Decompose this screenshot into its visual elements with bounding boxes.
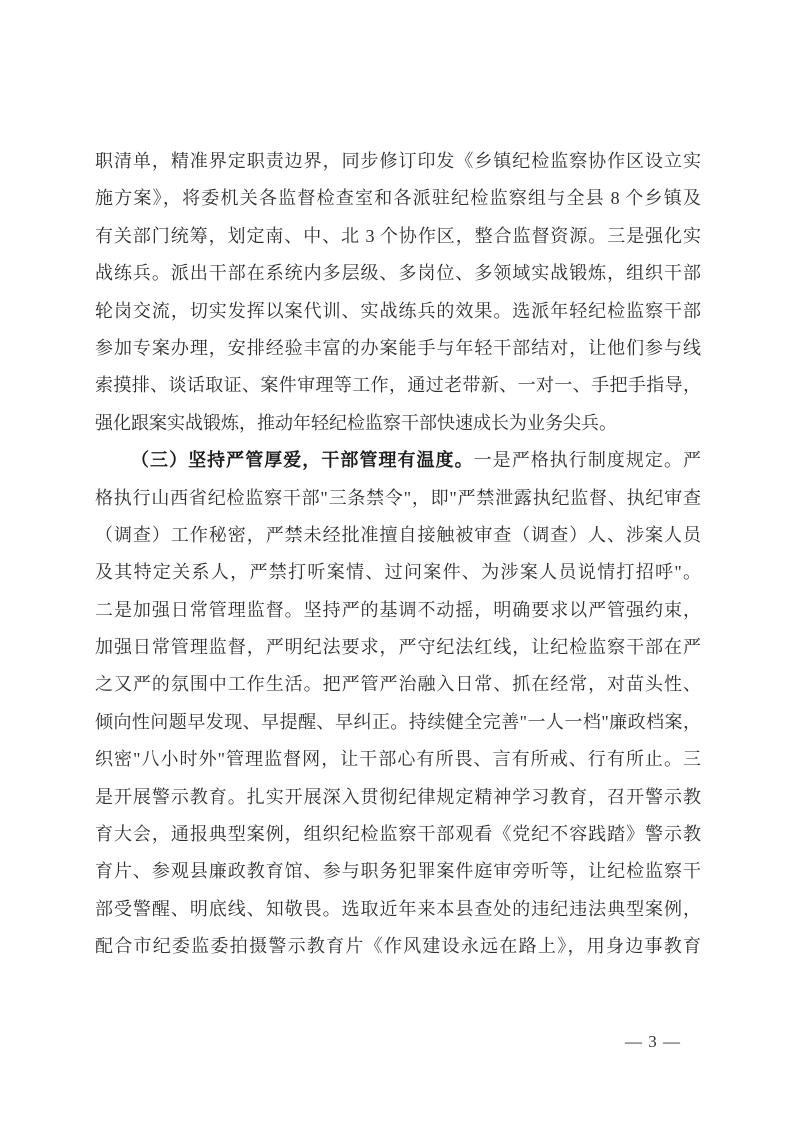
page-number: — 3 — <box>625 1032 681 1051</box>
text-line: （调查）工作秘密，严禁未经批准擅自接触被审查（调查）人、涉案人员 <box>95 524 701 545</box>
text-line: 育大会，通报典型案例，组织纪检监察干部观看《党纪不容践踏》警示教 <box>95 824 701 845</box>
text-line-section-heading <box>95 442 701 479</box>
document-body <box>95 143 701 966</box>
text-line: 参加专案办理，安排经验丰富的办案能手与年轻干部结对，让他们参与线 <box>95 337 701 358</box>
text-line: 轮岗交流，切实发挥以案代训、实战练兵的效果。选派年轻纪检监察干部 <box>95 300 701 321</box>
text-line: 施方案》，将委机关各监督检查室和各派驻纪检监察组与全县 8 个乡镇及 <box>95 188 701 209</box>
text-line: 职清单，精准界定职责边界，同步修订印发《乡镇纪检监察协作区设立实 <box>95 151 701 171</box>
text-line: 织密"八小时外"管理监督网，让干部心有所畏、言有所戒、行有所止。三 <box>95 749 701 770</box>
text-line: 配合市纪委监委拍摄警示教育片《作风建设永远在路上》，用身边事教育 <box>95 936 701 957</box>
text-line: 及其特定关系人，严禁打听案情、过问案件、为涉案人员说情打招呼"。 <box>95 562 701 583</box>
text-line: 战练兵。派出干部在系统内多层级、多岗位、多领域实战锻炼，组织干部 <box>95 263 701 284</box>
text-line: 部受警醒、明底线、知敬畏。选取近年来本县查处的违纪违法典型案例， <box>95 898 701 919</box>
text-line: 是开展警示教育。扎实开展深入贯彻纪律规定精神学习教育，召开警示教 <box>95 786 701 807</box>
section-heading-rest: 一是严格执行制度规定。严 <box>473 450 701 471</box>
text-line: 加强日常管理监督，严明纪法要求，严守纪法红线，让纪检监察干部在严 <box>95 637 701 658</box>
text-line: 育片、参观县廉政教育馆、参与职务犯罪案件庭审旁听等，让纪检监察干 <box>95 861 701 882</box>
text-line: 之又严的氛围中工作生活。把严管严治融入日常、抓在经常，对苗头性、 <box>95 674 701 695</box>
text-line: 倾向性问题早发现、早提醒、早纠正。持续健全完善"一人一档"廉政档案， <box>95 711 701 732</box>
text-line: 二是加强日常管理监督。坚持严的基调不动摇，明确要求以严管强约束， <box>95 599 701 620</box>
text-line: 索摸排、谈话取证、案件审理等工作，通过老带新、一对一、手把手指导， <box>95 375 701 396</box>
text-line: 有关部门统筹，划定南、中、北 3 个协作区，整合监督资源。三是强化实 <box>95 225 701 246</box>
text-line-paragraph-end: 强化跟案实战锻炼，推动年轻纪检监察干部快速成长为业务尖兵。 <box>95 412 617 433</box>
text-line: 格执行山西省纪检监察干部"三条禁令"，即"严禁泄露执纪监督、执纪审查 <box>95 487 701 508</box>
section-heading-bold: （三）坚持严管厚爱，干部管理有温度。 <box>131 450 474 471</box>
